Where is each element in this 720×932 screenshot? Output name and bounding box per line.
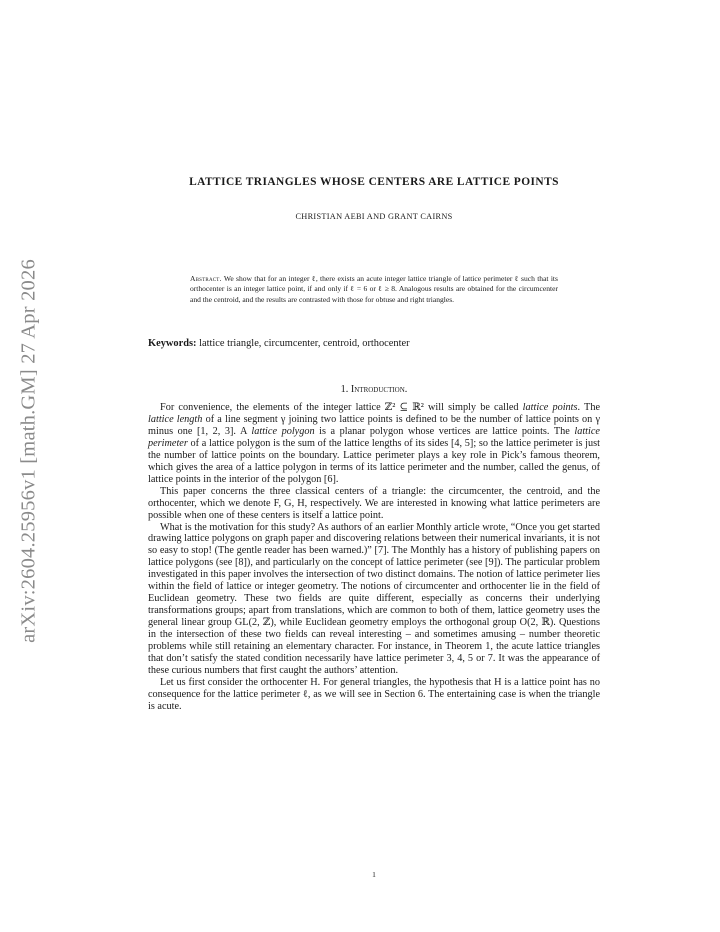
section-title: Introduction. (350, 384, 408, 395)
term-lattice-polygon: lattice polygon (251, 425, 315, 437)
paragraph-1-text-a: For convenience, the elements of the integer lattice ℤ² ⊆ ℝ² will simply be called (160, 402, 523, 413)
paragraph-1-text-d: is a planar polygon whose vertices are lattice points. The (314, 425, 575, 437)
abstract-text: We show that for an integer ℓ, there exists an acute integer lattice triangle of lattice perimeter ℓ such that its orthocenter is an integer lattice point, if and only if ℓ = 6 or ℓ ≥ 8. Analogous results are obtained for the circumcenter and the centroid, and the results are contrasted with those for obtuse and right triangles. (190, 274, 558, 304)
keywords-text: lattice triangle, circumcenter, centroid, orthocenter (199, 338, 410, 349)
paragraph-3: What is the motivation for this study? As authors of an earlier Monthly article wrote, “Once you get started drawing lattice polygons on graph paper and discovering relations between their numerical invariants, it is not so easy to stop! (The gentle reader has been warned.)” [7]. The Monthly has a history of publishing papers on lattice polygons (see [8]), and particularly on the concept of lattice perimeter (see [9]). The particular problem investigated in this paper involves the intersection of two distinct domains. The notion of lattice perimeter lies within the field of lattice or integer geometry. The notions of circumcenter and orthocenter lie in the field of Euclidean geometry. These two fields are quite different, especially as concerns their underlying transformations groups; apart from translations, which are common to both of them, lattice geometry uses the general linear group GL(2, ℤ), while Euclidean geometry employs the orthogonal group O(2, ℝ). Questions in the intersection of these two fields can reveal interesting – and sometimes amusing – number theoretic problems while still retaining an elementary character. For instance, in Theorem 1, the acute lattice triangles that don’t satisfy the stated condition necessarily have lattice perimeter 3, 4, 5 or 7. It was the appearance of these curious numbers that first caught the authors’ attention. (148, 521, 600, 676)
page-number: 1 (372, 870, 376, 879)
keywords (148, 338, 600, 349)
section-number: 1. (340, 384, 349, 395)
term-lattice-perimeter: lattice perimeter (148, 425, 600, 449)
paragraph-4: Let us first consider the orthocenter H. For general triangles, the hypothesis that H is a lattice point has no consequence for the lattice perimeter ℓ, as we will see in Section 6. The entertaining case is when the triangle is acute. (148, 676, 600, 712)
abstract-label: Abstract. (190, 274, 222, 283)
term-lattice-points: lattice points (522, 402, 578, 413)
paragraph-1 (148, 402, 600, 486)
keywords-label: Keywords: (148, 338, 197, 349)
section-heading (148, 384, 600, 395)
paragraph-1-text-e: of a lattice polygon is the sum of the lattice lengths of its sides [4, 5]; so the lattice perimeter is just the number of lattice points on the boundary. Lattice perimeter plays a key role in Pick’s famous theorem, which gives the area of a lattice polygon in terms of its lattice perimeter and the number, called the genus, of lattice points in the interior of the polygon [6]. (148, 437, 600, 485)
arxiv-identifier: arXiv:2604.25956v1 [math.GM] 27 Apr 2026 (17, 259, 40, 643)
paper-title: LATTICE TRIANGLES WHOSE CENTERS ARE LATTICE POINTS (189, 176, 559, 188)
paragraph-1-text-c: of a line segment γ joining two lattice points is defined to be the number of lattice points on γ minus one [1, 2, 3]. A (148, 413, 600, 437)
paper-authors: CHRISTIAN AEBI AND GRANT CAIRNS (295, 212, 453, 221)
term-lattice-length: lattice length (148, 413, 203, 425)
abstract (190, 274, 558, 305)
body-text (148, 402, 600, 713)
paragraph-2: This paper concerns the three classical centers of a triangle: the circumcenter, the centroid, and the orthocenter, which we denote F, G, H, respectively. We are interested in knowing what lattice perimeters are possible when one of these centers is itself a lattice point. (148, 485, 600, 521)
arxiv-sidebar-stamp (16, 236, 42, 666)
paragraph-1-text-b: . The (577, 402, 600, 413)
